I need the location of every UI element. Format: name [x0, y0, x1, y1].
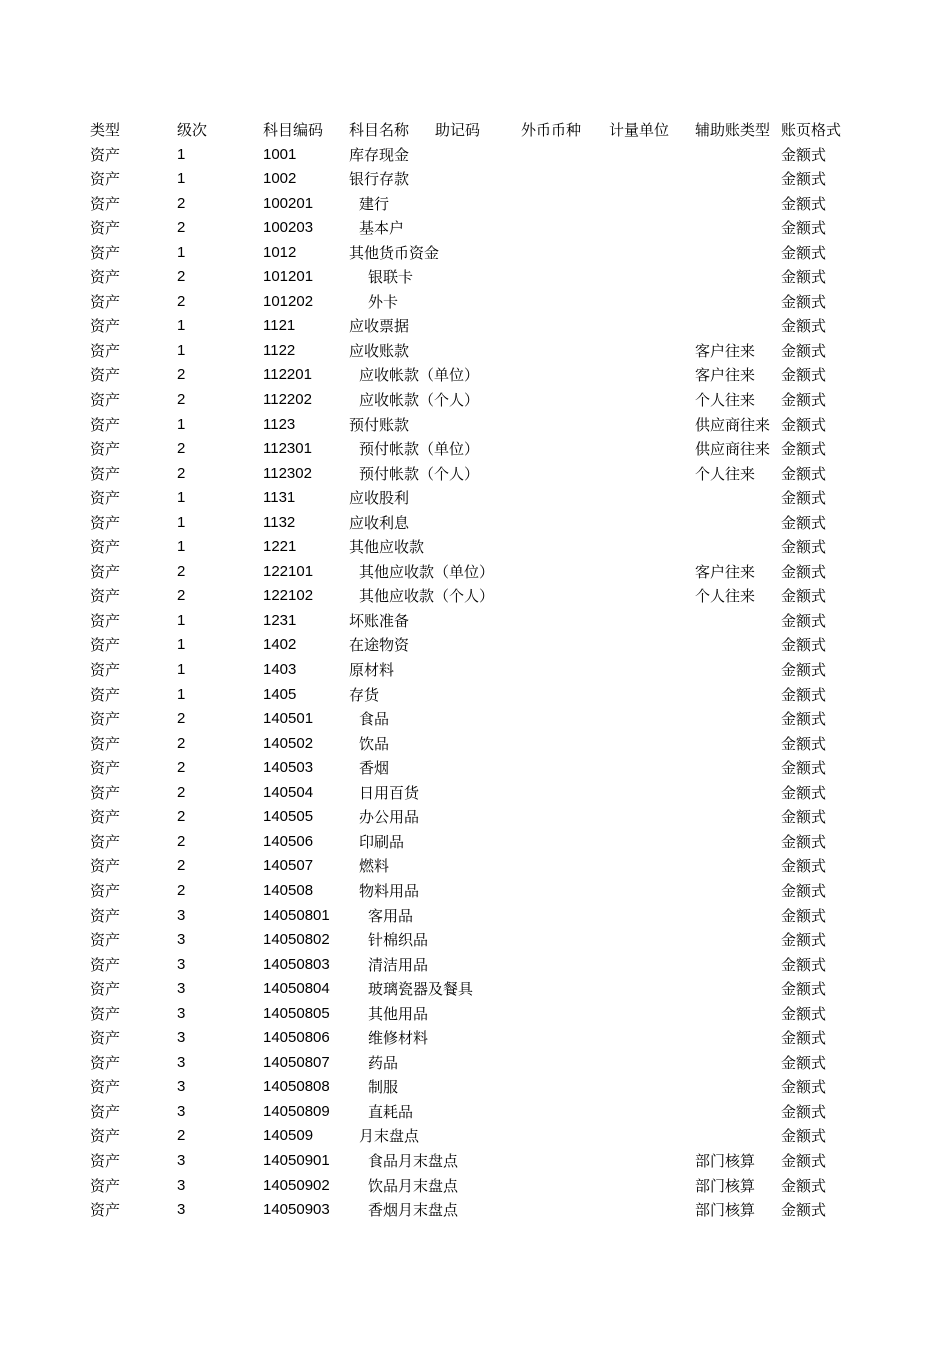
cell-name: 应收帐款（单位）	[359, 366, 480, 385]
table-row	[90, 339, 870, 364]
cell-type: 资产	[90, 906, 121, 925]
cell-type: 资产	[90, 1127, 121, 1146]
cell-aux-type: 个人往来	[695, 391, 756, 410]
cell-name: 预付帐款（单位）	[359, 440, 480, 459]
cell-type: 资产	[90, 440, 121, 459]
cell-level: 2	[177, 268, 186, 286]
cell-type: 资产	[90, 194, 121, 213]
cell-level: 2	[177, 464, 186, 482]
table-row	[90, 216, 870, 241]
cell-type: 资产	[90, 415, 121, 434]
cell-name: 原材料	[349, 661, 395, 680]
cell-page-format: 金额式	[781, 710, 827, 729]
cell-name: 饮品月末盘点	[368, 1176, 459, 1195]
table-row	[90, 854, 870, 879]
cell-code: 140506	[263, 832, 314, 850]
cell-page-format: 金额式	[781, 317, 827, 336]
cell-level: 1	[177, 636, 186, 654]
table-row	[90, 1002, 870, 1027]
cell-code: 1131	[263, 489, 296, 507]
cell-type: 资产	[90, 562, 121, 581]
cell-page-format: 金额式	[781, 513, 827, 532]
cell-code: 14050808	[263, 1078, 330, 1096]
cell-level: 2	[177, 808, 186, 826]
table-row	[90, 1174, 870, 1199]
table-row	[90, 1051, 870, 1076]
table-row	[90, 1100, 870, 1125]
cell-code: 140501	[263, 710, 314, 728]
cell-type: 资产	[90, 1151, 121, 1170]
cell-aux-type: 部门核算	[695, 1151, 756, 1170]
cell-code: 1121	[263, 317, 296, 335]
cell-code: 1231	[263, 611, 297, 629]
cell-name: 制服	[368, 1078, 399, 1097]
cell-name: 外卡	[368, 292, 399, 311]
cell-page-format: 金额式	[781, 1127, 827, 1146]
table-row	[90, 1075, 870, 1100]
cell-level: 3	[177, 1201, 186, 1219]
table-row	[90, 265, 870, 290]
cell-type: 资产	[90, 931, 121, 950]
table-row	[90, 904, 870, 929]
cell-level: 3	[177, 980, 186, 998]
cell-page-format: 金额式	[781, 415, 827, 434]
header-page-format: 账页格式	[781, 121, 842, 139]
cell-name: 建行	[359, 194, 390, 213]
table-row	[90, 609, 870, 634]
cell-name: 月末盘点	[359, 1127, 420, 1146]
table-row	[90, 314, 870, 339]
cell-level: 2	[177, 366, 186, 384]
cell-level: 2	[177, 759, 186, 777]
cell-type: 资产	[90, 955, 121, 974]
cell-page-format: 金额式	[781, 611, 827, 630]
cell-level: 3	[177, 1151, 186, 1169]
cell-level: 2	[177, 391, 186, 409]
table-row	[90, 683, 870, 708]
cell-level: 1	[177, 513, 186, 531]
cell-name: 其他用品	[368, 1004, 429, 1023]
cell-level: 2	[177, 292, 186, 310]
cell-page-format: 金额式	[781, 1201, 827, 1220]
cell-name: 其他应收款（单位）	[359, 562, 495, 581]
cell-type: 资产	[90, 710, 121, 729]
cell-level: 3	[177, 1004, 186, 1022]
cell-page-format: 金额式	[781, 341, 827, 360]
cell-level: 2	[177, 881, 186, 899]
cell-code: 140508	[263, 881, 314, 899]
cell-name: 应收票据	[349, 317, 410, 336]
cell-code: 14050805	[263, 1004, 330, 1022]
cell-level: 2	[177, 734, 186, 752]
cell-level: 1	[177, 415, 186, 433]
cell-page-format: 金额式	[781, 881, 827, 900]
cell-name: 其他应收款	[349, 538, 425, 557]
table-row	[90, 1149, 870, 1174]
cell-page-format: 金额式	[781, 783, 827, 802]
cell-level: 3	[177, 1102, 186, 1120]
cell-type: 资产	[90, 341, 121, 360]
cell-type: 资产	[90, 1078, 121, 1097]
cell-name: 其他应收款（个人）	[359, 587, 495, 606]
cell-code: 1132	[263, 513, 296, 531]
table-row	[90, 1198, 870, 1223]
cell-level: 1	[177, 341, 186, 359]
cell-name: 印刷品	[359, 832, 405, 851]
cell-code: 140503	[263, 759, 314, 777]
cell-name: 预付账款	[349, 415, 410, 434]
cell-type: 资产	[90, 808, 121, 827]
cell-type: 资产	[90, 145, 121, 164]
cell-level: 2	[177, 440, 186, 458]
cell-code: 1403	[263, 661, 297, 679]
table-row	[90, 1124, 870, 1149]
cell-level: 2	[177, 832, 186, 850]
cell-code: 112201	[263, 366, 312, 384]
table-row	[90, 977, 870, 1002]
cell-level: 2	[177, 562, 186, 580]
header-currency: 外币币种	[521, 121, 582, 139]
cell-level: 3	[177, 906, 186, 924]
cell-code: 14050807	[263, 1053, 330, 1071]
cell-level: 2	[177, 857, 186, 875]
cell-type: 资产	[90, 881, 121, 900]
cell-name: 直耗品	[368, 1102, 414, 1121]
cell-type: 资产	[90, 391, 121, 410]
cell-page-format: 金额式	[781, 464, 827, 483]
cell-level: 1	[177, 489, 186, 507]
table-row	[90, 388, 870, 413]
table-row	[90, 781, 870, 806]
cell-code: 100201	[263, 194, 314, 212]
cell-type: 资产	[90, 611, 121, 630]
cell-type: 资产	[90, 513, 121, 532]
cell-type: 资产	[90, 759, 121, 778]
cell-name: 库存现金	[349, 145, 410, 164]
cell-aux-type: 供应商往来	[695, 440, 771, 459]
cell-name: 维修材料	[368, 1029, 429, 1048]
cell-name: 应收股利	[349, 489, 410, 508]
cell-level: 1	[177, 317, 186, 335]
cell-code: 100203	[263, 219, 314, 237]
account-table	[90, 118, 870, 1223]
cell-type: 资产	[90, 636, 121, 655]
cell-name: 应收利息	[349, 513, 410, 532]
table-body	[90, 143, 870, 1223]
cell-name: 其他货币资金	[349, 243, 440, 262]
cell-name: 玻璃瓷器及餐具	[368, 980, 474, 999]
cell-code: 14050802	[263, 931, 330, 949]
table-row	[90, 707, 870, 732]
cell-code: 112202	[263, 391, 312, 409]
cell-code: 1012	[263, 243, 297, 261]
cell-level: 3	[177, 1029, 186, 1047]
cell-aux-type: 客户往来	[695, 562, 756, 581]
cell-page-format: 金额式	[781, 832, 827, 851]
header-code: 科目编码	[263, 121, 324, 139]
cell-name: 饮品	[359, 734, 390, 753]
cell-type: 资产	[90, 1176, 121, 1195]
cell-page-format: 金额式	[781, 1151, 827, 1170]
header-name: 科目名称	[349, 121, 410, 139]
cell-page-format: 金额式	[781, 170, 827, 189]
cell-code: 14050801	[263, 906, 330, 924]
cell-name: 银联卡	[368, 268, 414, 287]
header-level: 级次	[177, 121, 208, 139]
cell-aux-type: 供应商往来	[695, 415, 771, 434]
table-row	[90, 437, 870, 462]
table-row	[90, 462, 870, 487]
cell-name: 应收账款	[349, 341, 410, 360]
cell-code: 112302	[263, 464, 312, 482]
cell-code: 101202	[263, 292, 314, 310]
table-row	[90, 756, 870, 781]
cell-level: 3	[177, 1176, 186, 1194]
cell-type: 资产	[90, 243, 121, 262]
cell-name: 预付帐款（个人）	[359, 464, 480, 483]
cell-name: 食品月末盘点	[368, 1151, 459, 1170]
cell-level: 2	[177, 783, 186, 801]
table-row	[90, 413, 870, 438]
cell-level: 2	[177, 710, 186, 728]
cell-name: 银行存款	[349, 170, 410, 189]
cell-page-format: 金额式	[781, 1053, 827, 1072]
cell-name: 燃料	[359, 857, 390, 876]
header-type: 类型	[90, 121, 121, 139]
cell-type: 资产	[90, 783, 121, 802]
cell-page-format: 金额式	[781, 734, 827, 753]
cell-name: 基本户	[359, 219, 405, 238]
cell-code: 1123	[263, 415, 296, 433]
cell-page-format: 金额式	[781, 268, 827, 287]
cell-page-format: 金额式	[781, 808, 827, 827]
cell-code: 1405	[263, 685, 297, 703]
cell-page-format: 金额式	[781, 243, 827, 262]
cell-level: 2	[177, 587, 186, 605]
cell-page-format: 金额式	[781, 1029, 827, 1048]
cell-page-format: 金额式	[781, 955, 827, 974]
cell-type: 资产	[90, 1102, 121, 1121]
cell-code: 1001	[263, 145, 297, 163]
cell-level: 2	[177, 219, 186, 237]
table-row	[90, 805, 870, 830]
cell-page-format: 金额式	[781, 1102, 827, 1121]
cell-type: 资产	[90, 317, 121, 336]
header-unit: 计量单位	[609, 121, 670, 139]
cell-page-format: 金额式	[781, 1176, 827, 1195]
table-row	[90, 584, 870, 609]
cell-code: 1402	[263, 636, 297, 654]
cell-page-format: 金额式	[781, 857, 827, 876]
cell-code: 1221	[263, 538, 297, 556]
table-row	[90, 143, 870, 168]
cell-code: 14050806	[263, 1029, 330, 1047]
cell-code: 140507	[263, 857, 314, 875]
cell-type: 资产	[90, 685, 121, 704]
cell-type: 资产	[90, 538, 121, 557]
table-row	[90, 241, 870, 266]
cell-type: 资产	[90, 1201, 121, 1220]
cell-page-format: 金额式	[781, 661, 827, 680]
cell-page-format: 金额式	[781, 587, 827, 606]
cell-type: 资产	[90, 219, 121, 238]
cell-level: 1	[177, 243, 186, 261]
cell-name: 坏账准备	[349, 611, 410, 630]
cell-aux-type: 部门核算	[695, 1201, 756, 1220]
cell-level: 2	[177, 1127, 186, 1145]
cell-name: 客用品	[368, 906, 414, 925]
cell-level: 1	[177, 685, 186, 703]
cell-type: 资产	[90, 587, 121, 606]
cell-page-format: 金额式	[781, 366, 827, 385]
table-row	[90, 363, 870, 388]
cell-code: 14050902	[263, 1176, 330, 1194]
table-row	[90, 658, 870, 683]
cell-type: 资产	[90, 980, 121, 999]
cell-page-format: 金额式	[781, 980, 827, 999]
table-row	[90, 167, 870, 192]
cell-page-format: 金额式	[781, 440, 827, 459]
cell-level: 1	[177, 538, 186, 556]
cell-type: 资产	[90, 832, 121, 851]
cell-page-format: 金额式	[781, 562, 827, 581]
cell-name: 药品	[368, 1053, 399, 1072]
table-row	[90, 633, 870, 658]
cell-page-format: 金额式	[781, 1078, 827, 1097]
table-row	[90, 486, 870, 511]
cell-aux-type: 客户往来	[695, 366, 756, 385]
cell-name: 办公用品	[359, 808, 420, 827]
header-mnemonic: 助记码	[435, 121, 481, 139]
cell-type: 资产	[90, 366, 121, 385]
cell-page-format: 金额式	[781, 906, 827, 925]
cell-page-format: 金额式	[781, 219, 827, 238]
table-row	[90, 1026, 870, 1051]
cell-name: 物料用品	[359, 881, 420, 900]
cell-code: 1122	[263, 341, 296, 359]
cell-name: 应收帐款（个人）	[359, 391, 480, 410]
table-row	[90, 535, 870, 560]
cell-page-format: 金额式	[781, 1004, 827, 1023]
cell-type: 资产	[90, 268, 121, 287]
cell-level: 2	[177, 194, 186, 212]
cell-level: 3	[177, 1078, 186, 1096]
cell-code: 122102	[263, 587, 314, 605]
cell-code: 112301	[263, 440, 312, 458]
cell-name: 针棉织品	[368, 931, 429, 950]
cell-level: 3	[177, 955, 186, 973]
table-row	[90, 879, 870, 904]
cell-type: 资产	[90, 1004, 121, 1023]
cell-type: 资产	[90, 857, 121, 876]
cell-name: 日用百货	[359, 783, 420, 802]
cell-page-format: 金额式	[781, 931, 827, 950]
table-row	[90, 560, 870, 585]
table-row	[90, 830, 870, 855]
cell-aux-type: 部门核算	[695, 1176, 756, 1195]
cell-code: 14050803	[263, 955, 330, 973]
cell-aux-type: 客户往来	[695, 341, 756, 360]
cell-code: 14050809	[263, 1102, 330, 1120]
cell-name: 清洁用品	[368, 955, 429, 974]
cell-page-format: 金额式	[781, 194, 827, 213]
cell-code: 140502	[263, 734, 314, 752]
cell-code: 122101	[263, 562, 314, 580]
cell-page-format: 金额式	[781, 538, 827, 557]
cell-page-format: 金额式	[781, 685, 827, 704]
cell-name: 存货	[349, 685, 380, 704]
table-row	[90, 732, 870, 757]
table-row	[90, 511, 870, 536]
cell-page-format: 金额式	[781, 759, 827, 778]
cell-code: 140505	[263, 808, 314, 826]
cell-page-format: 金额式	[781, 636, 827, 655]
cell-level: 1	[177, 661, 186, 679]
table-row	[90, 928, 870, 953]
header-aux-type: 辅助账类型	[695, 121, 771, 139]
cell-name: 食品	[359, 710, 390, 729]
table-row	[90, 953, 870, 978]
table-row	[90, 192, 870, 217]
cell-type: 资产	[90, 292, 121, 311]
cell-page-format: 金额式	[781, 292, 827, 311]
cell-level: 3	[177, 1053, 186, 1071]
cell-code: 101201	[263, 268, 314, 286]
cell-aux-type: 个人往来	[695, 464, 756, 483]
cell-type: 资产	[90, 1029, 121, 1048]
cell-page-format: 金额式	[781, 145, 827, 164]
cell-name: 香烟	[359, 759, 390, 778]
cell-level: 3	[177, 931, 186, 949]
cell-code: 140504	[263, 783, 314, 801]
cell-level: 1	[177, 611, 186, 629]
cell-type: 资产	[90, 661, 121, 680]
header-row	[90, 118, 870, 143]
cell-name: 香烟月末盘点	[368, 1201, 459, 1220]
cell-aux-type: 个人往来	[695, 587, 756, 606]
cell-code: 14050903	[263, 1201, 330, 1219]
table-row	[90, 290, 870, 315]
cell-code: 1002	[263, 170, 297, 188]
cell-page-format: 金额式	[781, 489, 827, 508]
cell-name: 在途物资	[349, 636, 410, 655]
cell-level: 1	[177, 170, 186, 188]
cell-code: 14050804	[263, 980, 330, 998]
cell-code: 140509	[263, 1127, 314, 1145]
cell-level: 1	[177, 145, 186, 163]
cell-type: 资产	[90, 734, 121, 753]
cell-type: 资产	[90, 170, 121, 189]
cell-page-format: 金额式	[781, 391, 827, 410]
cell-code: 14050901	[263, 1151, 330, 1169]
cell-type: 资产	[90, 464, 121, 483]
cell-type: 资产	[90, 1053, 121, 1072]
cell-type: 资产	[90, 489, 121, 508]
